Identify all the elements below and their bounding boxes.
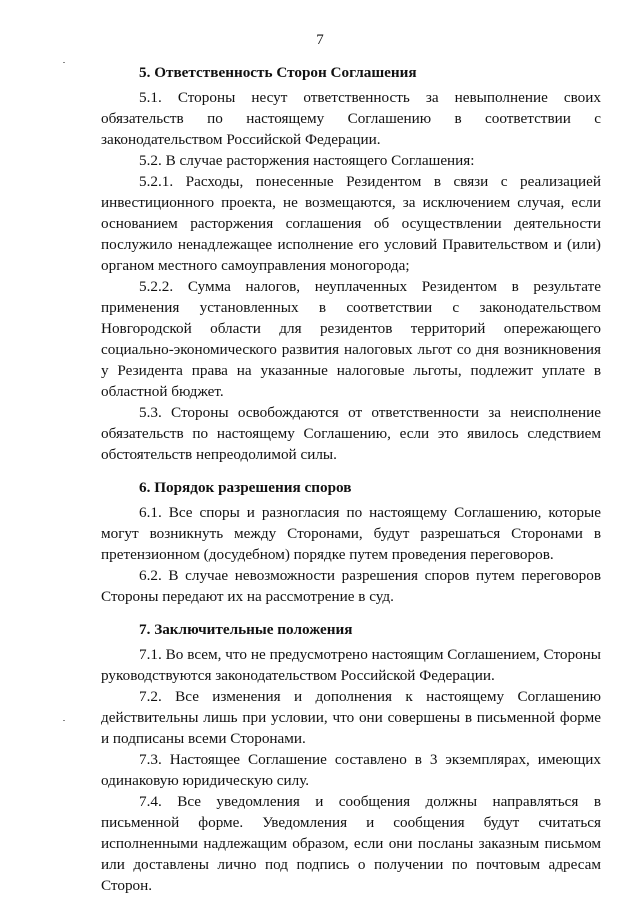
document-body (101, 62, 601, 896)
section-heading: 7. Заключительные положения (139, 621, 353, 638)
paragraph: 6.1. Все споры и разногласия по настоящему Соглашению, которые могут возникнуть между Сторонами, будут разрешаться Сторонами в претензионном (досудебном) порядке путем проведения переговоров. (101, 504, 601, 563)
paragraph: 5.2.2. Сумма налогов, неуплаченных Резидентом в результате применения установленных в соответствии с законодательством Новгородской области для резидентов территорий опережающего социально-экономического развития налоговых льгот со дня возникновения у Резидента права на указанные налоговые льготы, подлежит уплате в областной бюджет. (101, 278, 601, 400)
paragraph: 7.3. Настоящее Соглашение составлено в 3 экземплярах, имеющих одинаковую юридическую силу. (101, 751, 601, 789)
paragraph: 6.2. В случае невозможности разрешения споров путем переговоров Стороны передают их на рассмотрение в суд. (101, 567, 601, 605)
section-heading: 6. Порядок разрешения споров (139, 479, 352, 496)
paragraph: 7.1. Во всем, что не предусмотрено настоящим Соглашением, Стороны руководствуются законодательством Российской Федерации. (101, 646, 601, 684)
scan-artifact (63, 720, 65, 721)
paragraph: 5.2. В случае расторжения настоящего Соглашения: (139, 152, 475, 169)
page-number: 7 (316, 32, 324, 48)
paragraph: 5.1. Стороны несут ответственность за невыполнение своих обязательств по настоящему Соглашению в соответствии с законодательством Российской Федерации. (101, 89, 601, 148)
section-heading: 5. Ответственность Сторон Соглашения (139, 64, 417, 81)
paragraph: 7.2. Все изменения и дополнения к настоящему Соглашению действительны лишь при условии, что они совершены в письменной форме и подписаны всеми Сторонами. (101, 688, 601, 747)
scan-artifact (63, 62, 65, 63)
paragraph: 5.3. Стороны освобождаются от ответственности за неисполнение обязательств по настоящему Соглашению, если это явилось следствием обстоятельств непреодолимой силы. (101, 404, 601, 463)
paragraph: 5.2.1. Расходы, понесенные Резидентом в связи с реализацией инвестиционного проекта, не возмещаются, за исключением случая, если основанием расторжения соглашения об осуществлении деятельности послужило ненадлежащее исполнение его условий Правительством и (или) органом местного самоуправления моногорода; (101, 173, 601, 274)
paragraph: 7.4. Все уведомления и сообщения должны направляться в письменной форме. Уведомления и сообщения будут считаться исполненными надлежащим образом, если они посланы заказным письмом или доставлены лично под подпись о получении по почтовым адресам Сторон. (101, 793, 601, 894)
